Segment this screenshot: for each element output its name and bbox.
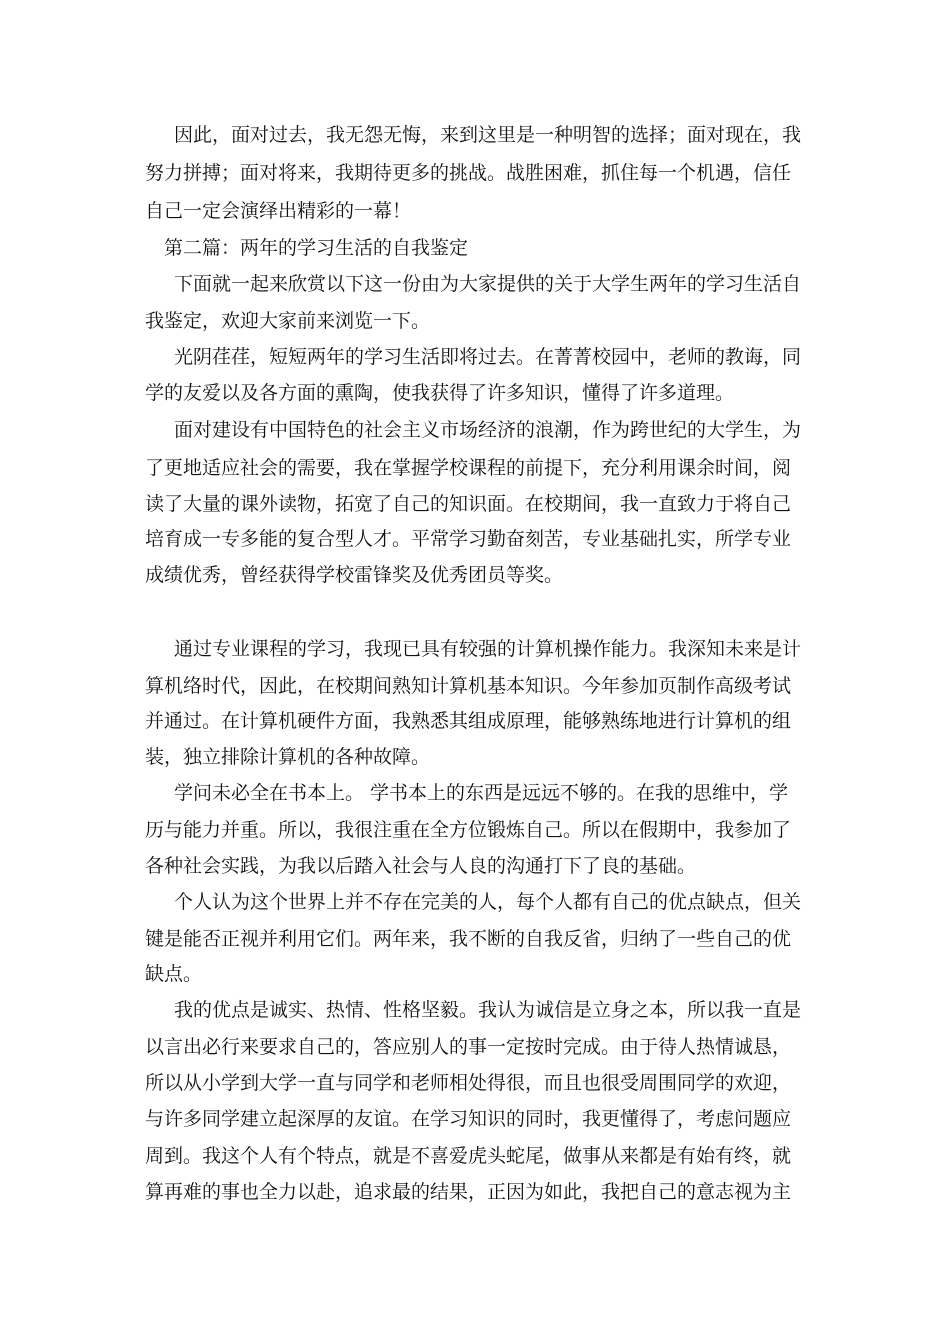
text-line: 我鉴定，欢迎大家前来浏览一下。 [145, 310, 431, 332]
text-line: 与许多同学建立起深厚的友谊。在学习知识的同时，我更懂得了，考虑问题应 [145, 1108, 792, 1130]
text-line: 努力拼搏；面对将来，我期待更多的挑战。战胜困难，抓住每一个机遇，信任 [145, 162, 792, 184]
text-line: 通过专业课程的学习，我现已具有较强的计算机操作能力。我深知未来是计 [174, 638, 802, 660]
text-line: 读了大量的课外读物，拓宽了自己的知识面。在校期间，我一直致力于将自己 [145, 493, 792, 515]
text-line: 学问未必全在书本上。 学书本上的东西是远远不够的。在我的思维中，学 [174, 782, 789, 804]
text-line: 因此，面对过去，我无怨无悔，来到这里是一种明智的选择；面对现在，我 [174, 124, 802, 146]
text-line: 了更地适应社会的需要，我在掌握学校课程的前提下，充分利用课余时间，阅 [145, 457, 792, 479]
text-line: 下面就一起来欣赏以下这一份由为大家提供的关于大学生两年的学习生活自 [174, 273, 802, 295]
text-line: 装，独立排除计算机的各种故障。 [145, 746, 431, 768]
section-heading: 第二篇：两年的学习生活的自我鉴定 [164, 237, 469, 259]
text-line: 所以从小学到大学一直与同学和老师相处得很，而且也很受周围同学的欢迎， [145, 1072, 792, 1094]
text-line: 培育成一专多能的复合型人才。平常学习勤奋刻苦，专业基础扎实，所学专业 [145, 528, 792, 550]
text-line: 成绩优秀，曾经获得学校雷锋奖及优秀团员等奖。 [145, 564, 564, 586]
text-line: 周到。我这个人有个特点，就是不喜爱虎头蛇尾，做事从来都是有始有终，就 [145, 1145, 792, 1167]
text-line: 我的优点是诚实、热情、性格坚毅。我认为诚信是立身之本，所以我一直是 [174, 999, 802, 1021]
text-line: 算机络时代，因此，在校期间熟知计算机基本知识。今年参加页制作高级考试 [145, 675, 792, 697]
text-line: 各种社会实践，为我以后踏入社会与人良的沟通打下了良的基础。 [145, 855, 697, 877]
text-line: 缺点。 [145, 963, 203, 985]
text-line: 历与能力并重。所以，我很注重在全方位锻炼自己。所以在假期中，我参加了 [145, 819, 792, 841]
text-line: 学的友爱以及各方面的熏陶，使我获得了许多知识，懂得了许多道理。 [145, 382, 735, 404]
text-line: 个人认为这个世界上并不存在完美的人，每个人都有自己的优点缺点，但关 [174, 891, 802, 913]
text-line: 自己一定会演绎出精彩的一幕！ [145, 200, 412, 222]
text-line: 以言出必行来要求自己的，答应别人的事一定按时完成。由于待人热情诚恳， [145, 1036, 792, 1058]
text-line: 并通过。在计算机硬件方面，我熟悉其组成原理，能够熟练地进行计算机的组 [145, 710, 792, 732]
text-line: 键是能否正视并利用它们。两年来，我不断的自我反省，归纳了一些自己的优 [145, 928, 792, 950]
text-line: 光阴荏荏，短短两年的学习生活即将过去。在菁菁校园中，老师的教诲，同 [174, 346, 802, 368]
text-line: 面对建设有中国特色的社会主义市场经济的浪潮，作为跨世纪的大学生，为 [174, 419, 802, 441]
text-line: 算再难的事也全力以赴，追求最的结果，正因为如此，我把自己的意志视为主 [145, 1181, 792, 1203]
